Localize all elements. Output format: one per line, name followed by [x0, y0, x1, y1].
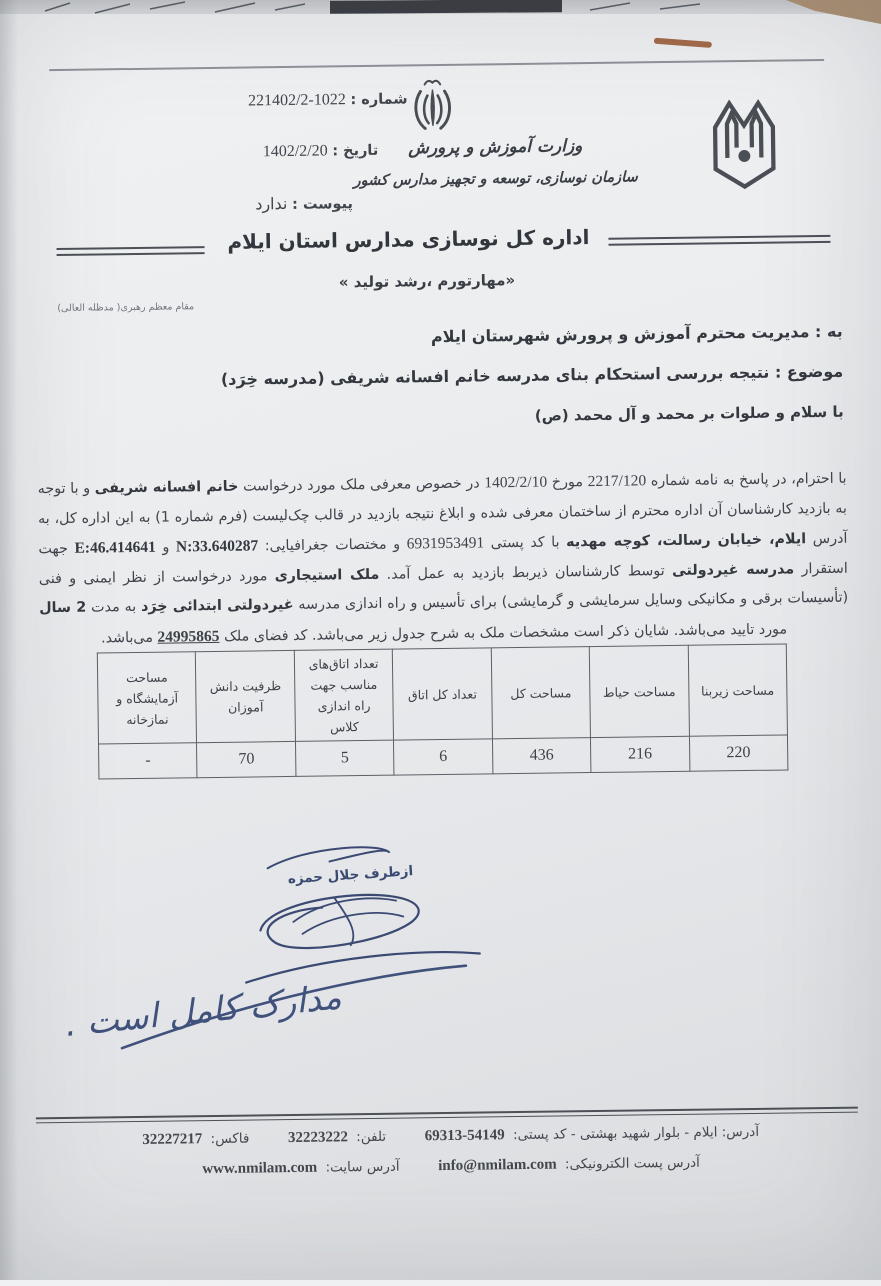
footer-postal-value: 69313-54149 — [421, 1127, 509, 1144]
footer-address-label: آدرس: ایلام - بلوار شهید بهشتی - — [566, 1124, 759, 1143]
title-rule-right — [608, 235, 830, 246]
footer-address-line — [48, 1123, 849, 1150]
addressee-line: به : مدیریت محترم آموزش و پرورش شهرستان ایلام — [431, 322, 843, 346]
letter-number-field — [244, 90, 408, 110]
footer-rule — [36, 1107, 858, 1124]
footer-web-line — [48, 1153, 849, 1180]
letter-date-value: 1402/2/20 — [259, 142, 328, 160]
col-underfloor-area: مساحت زیربنا — [688, 644, 788, 736]
organization-name: سازمان نوسازی، توسعه و تجهیز مدارس کشور — [326, 169, 666, 189]
pen-smudge-mark — [654, 38, 712, 48]
val-lab-prayer-area: - — [99, 743, 198, 779]
table-header-row — [97, 644, 787, 744]
val-underfloor-area: 220 — [689, 735, 788, 771]
title-rule-left — [57, 246, 205, 256]
subject-line: موضوع : نتیجه بررسی استحکام بنای مدرسه خانم افسانه شریفی (مدرسه خِرَد) — [221, 362, 844, 389]
col-yard-area: مساحت حیاط — [589, 645, 689, 737]
property-spec-table — [97, 643, 789, 779]
handwritten-note-text: مدارک کامل است . — [63, 977, 343, 1045]
slogan-attribution: مقام معظم رهبری( مدظله العالی) — [57, 301, 194, 314]
footer-site-value: www.nmilam.com — [198, 1160, 321, 1178]
footer-fax-label: فاکس: — [211, 1131, 250, 1148]
col-total-rooms: تعداد کل اتاق — [393, 648, 493, 740]
footer-phone-label: تلفن: — [356, 1129, 386, 1145]
department-title: اداره کل نوسازی مدارس استان ایلام — [209, 225, 607, 254]
letterhead-top-rule — [49, 59, 824, 71]
footer-email-value: info@nmilam.com — [434, 1156, 561, 1174]
letter-attachment-value: ندارد — [251, 196, 287, 213]
year-slogan: «مهارتورم ،رشد تولید » — [207, 269, 647, 293]
letter-attachment-field — [251, 193, 353, 214]
val-total-area: 436 — [492, 738, 591, 774]
val-total-rooms: 6 — [394, 739, 493, 775]
val-yard-area: 216 — [591, 736, 690, 772]
letter-number-value: 221402/2-1022 — [244, 91, 346, 109]
letter-body: با احترام، در پاسخ به نامه شماره 2217/120 مورخ 1402/2/10 در خصوص معرفی ملک مورد درخواست خانم افسانه شریفی و با توجه به بازدید کارشناسان آن اداره محترم از ساختمان معرفی شده و ابلاغ نتیجه بازدید در قالب چک‌لیست (فرم شماره 1) به این اداره کل، به آدرس ایلام، خیابان رسالت، کوچه مهدیه با کد پستی 6931953491 و مختصات جغرافیایی: N:33.640287 و E:46.414641 جهت استقرار مدرسه غیردولتی توسط کارشناسان ذیربط بازدید به عمل آمد. ملک استیجاری مورد درخواست از نظر ایمنی و فنی (تأسیسات برقی و مکانیکی وسایل سرمایشی و گرمایشی) برای تأسیس و راه اندازی مدرسه غیردولتی ابتدائی خِرَد به مدت 2 سال مورد تایید می‌باشد. شایان ذکر است مشخصات ملک به شرح جدول زیر می‌باشد. کد فضای ملک 24995865 می‌باشد. — [37, 464, 848, 655]
signer-on-behalf-text: ازطرف جلال حمزه — [287, 863, 413, 887]
iran-national-emblem-icon — [402, 74, 463, 137]
footer-email-label: آدرس پست الکترونیکی: — [565, 1155, 700, 1173]
letter-attachment-label: پیوست : — [292, 196, 353, 213]
val-suitable-rooms: 5 — [295, 740, 394, 776]
salutation-line: با سلام و صلوات بر محمد و آل محمد (ص) — [535, 403, 844, 425]
school-renovation-org-logo-icon — [700, 87, 787, 190]
footer-phone-value: 32223222 — [284, 1129, 352, 1146]
val-student-capacity: 70 — [197, 741, 296, 777]
letter-number-label: شماره : — [350, 91, 407, 108]
footer-fax-value: 32227217 — [138, 1131, 206, 1148]
footer-postal-label: کد پستی: — [513, 1126, 567, 1143]
letter-date-label: تاریخ : — [332, 143, 378, 160]
col-student-capacity: ظرفیت دانش آموزان — [196, 650, 296, 742]
col-total-area: مساحت کل — [491, 647, 591, 739]
ministry-name: وزارت آموزش و پرورش — [325, 135, 665, 159]
col-lab-prayer-area: مساحت آزمایشگاه و نمازخانه — [97, 652, 197, 744]
col-suitable-rooms: تعداد اتاق‌های مناسب جهت راه اندازی کلاس — [294, 649, 394, 741]
footer-site-label: آدرس سایت: — [325, 1159, 399, 1176]
